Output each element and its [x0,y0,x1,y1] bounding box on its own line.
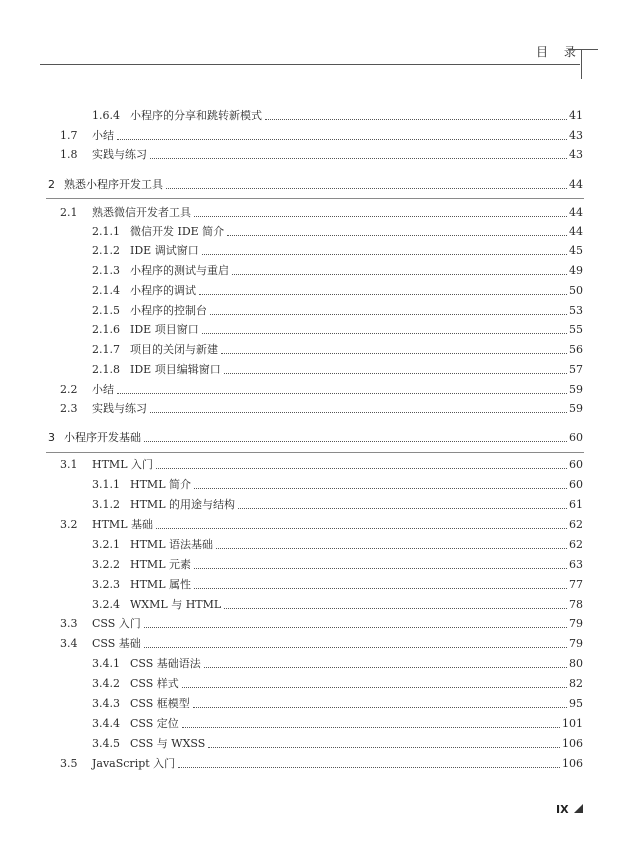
toc-entry-title: 小结 [92,129,114,142]
toc-entry-title: 小程序开发基础 [64,431,141,444]
toc-leader-dots [193,707,567,708]
page-corner-triangle-icon [574,804,583,813]
toc-entry[interactable] [0,175,633,195]
toc-entry-page: 43 [569,129,583,142]
toc-entry-title: CSS 框模型 [130,697,190,710]
toc-entry-title: CSS 基础语法 [130,657,201,670]
toc-entry[interactable] [0,734,633,754]
toc-entry-number: 1.7 [60,129,78,142]
toc-entry-number: 3.2.1 [92,538,120,551]
toc-entry-title: CSS 入门 [92,617,141,630]
toc-leader-dots [150,412,567,413]
toc-leader-dots [224,608,567,609]
toc-entry-title: 项目的关闭与新建 [130,343,218,356]
toc-leader-dots [194,216,567,217]
toc-entry[interactable] [0,495,633,515]
toc-entry[interactable] [0,281,633,301]
toc-entry-page: 82 [569,677,583,690]
chapter-divider [46,452,584,453]
toc-entry-title: CSS 基础 [92,637,141,650]
toc-entry[interactable] [0,575,633,595]
toc-entry[interactable] [0,222,633,242]
toc-entry-number: 3.1 [60,458,78,471]
toc-leader-dots [194,588,567,589]
toc-entry-title: 实践与练习 [92,148,147,161]
toc-entry-title: IDE 项目编辑窗口 [130,363,221,376]
toc-entry[interactable] [0,674,633,694]
toc-entry[interactable] [0,555,633,575]
toc-leader-dots [144,647,567,648]
toc-leader-dots [202,333,567,334]
toc-entry[interactable] [0,261,633,281]
toc-leader-dots [221,353,567,354]
toc-entry-page: 60 [569,478,583,491]
toc-leader-dots [210,314,567,315]
toc-leader-dots [166,188,567,189]
toc-entry-page: 62 [569,518,583,531]
toc-entry-title: IDE 调试窗口 [130,244,199,257]
toc-entry[interactable] [0,203,633,223]
toc-entry-title: HTML 简介 [130,478,191,491]
toc-entry-number: 3 [48,431,55,444]
toc-entry-title: HTML 基础 [92,518,153,531]
toc-entry-title: HTML 元素 [130,558,191,571]
toc-entry-number: 2.1.3 [92,264,120,277]
toc-entry[interactable] [0,399,633,419]
toc-entry-number: 2.1.8 [92,363,120,376]
toc-entry[interactable] [0,654,633,674]
toc-entry-page: 59 [569,402,583,415]
toc-entry-number: 3.4 [60,637,78,650]
toc-entry-page: 44 [569,225,583,238]
toc-entry[interactable] [0,320,633,340]
toc-entry-number: 3.4.1 [92,657,120,670]
toc-entry-page: 78 [569,598,583,611]
toc-leader-dots [182,687,567,688]
toc-entry-page: 95 [569,697,583,710]
toc-entry[interactable] [0,126,633,146]
toc-entry[interactable] [0,595,633,615]
toc-entry[interactable] [0,714,633,734]
toc-leader-dots [156,468,567,469]
toc-entry[interactable] [0,145,633,165]
toc-entry-title: HTML 的用途与结构 [130,498,235,511]
toc-entry-title: HTML 语法基础 [130,538,213,551]
toc-entry-number: 3.3 [60,617,78,630]
toc-leader-dots [204,667,567,668]
toc-leader-dots [144,627,567,628]
toc-leader-dots [232,274,567,275]
toc-entry-number: 2.1.5 [92,304,120,317]
toc-entry-page: 60 [569,431,583,444]
toc-leader-dots [227,235,567,236]
toc-leader-dots [208,747,560,748]
toc-entry-title: 小程序的调试 [130,284,196,297]
toc-entry-page: 61 [569,498,583,511]
toc-entry-title: 熟悉小程序开发工具 [64,178,163,191]
toc-entry-page: 53 [569,304,583,317]
toc-entry-page: 59 [569,383,583,396]
toc-entry-page: 106 [562,757,583,770]
toc-entry-number: 3.4.2 [92,677,120,690]
toc-entry[interactable] [0,634,633,654]
toc-entry[interactable] [0,380,633,400]
toc-entry-number: 3.2.4 [92,598,120,611]
toc-entry-page: 55 [569,323,583,336]
toc-entry-title: CSS 样式 [130,677,179,690]
toc-leader-dots [238,508,567,509]
toc-entry-title: 小程序的测试与重启 [130,264,229,277]
toc-entry[interactable] [0,360,633,380]
toc-entry-page: 43 [569,148,583,161]
toc-entry-title: 熟悉微信开发者工具 [92,206,191,219]
toc-entry-number: 3.4.3 [92,697,120,710]
toc-entry-title: 小程序的分享和跳转新模式 [130,109,262,122]
toc-entry[interactable] [0,535,633,555]
toc-leader-dots [182,727,560,728]
toc-entry[interactable] [0,340,633,360]
toc-entry-page: 106 [562,737,583,750]
toc-entry-title: HTML 入门 [92,458,153,471]
toc-entry-page: 44 [569,178,583,191]
toc-leader-dots [265,119,567,120]
toc-leader-dots [150,158,567,159]
toc-entry[interactable] [0,694,633,714]
toc-leader-dots [194,488,567,489]
toc-entry-number: 2.1.7 [92,343,120,356]
toc-entry-page: 77 [569,578,583,591]
toc-entry[interactable] [0,241,633,261]
toc-entry-number: 3.1.2 [92,498,120,511]
toc-leader-dots [117,139,567,140]
toc-entry-number: 2.1.2 [92,244,120,257]
toc-entry-number: 3.2.3 [92,578,120,591]
toc-entry-number: 2.1.1 [92,225,120,238]
toc-entry-page: 62 [569,538,583,551]
toc-entry-number: 3.2.2 [92,558,120,571]
toc-entry-page: 56 [569,343,583,356]
toc-entry-number: 3.5 [60,757,78,770]
toc-entry-number: 2 [48,178,55,191]
toc-entry-page: 79 [569,637,583,650]
toc-entry-page: 57 [569,363,583,376]
toc-entry-page: 44 [569,206,583,219]
toc-entry-page: 80 [569,657,583,670]
toc-entry-title: CSS 定位 [130,717,179,730]
toc-entry-number: 2.3 [60,402,78,415]
toc-entry-number: 1.6.4 [92,109,120,122]
toc-entry-number: 2.2 [60,383,78,396]
toc-entry-page: 101 [562,717,583,730]
toc-entry[interactable] [0,754,633,774]
toc-leader-dots [117,393,567,394]
toc-entry-page: 63 [569,558,583,571]
toc-entry-number: 2.1.6 [92,323,120,336]
toc-entry-page: 41 [569,109,583,122]
toc-leader-dots [144,441,567,442]
toc-entry[interactable] [0,428,633,448]
toc-leader-dots [194,568,567,569]
toc-leader-dots [178,767,560,768]
toc-entry-number: 3.4.5 [92,737,120,750]
toc-entry-number: 1.8 [60,148,78,161]
page-header-title: 目 录 [536,45,582,59]
toc-entry-number: 2.1 [60,206,78,219]
toc-entry-title: WXML 与 HTML [130,598,222,611]
toc-entry[interactable] [0,614,633,634]
toc-entry[interactable] [0,106,633,126]
toc-entry[interactable] [0,475,633,495]
toc-entry-page: 79 [569,617,583,630]
toc-entry-number: 3.2 [60,518,78,531]
toc-leader-dots [216,548,567,549]
toc-entry-title: 小程序的控制台 [130,304,207,317]
toc-entry-page: 60 [569,458,583,471]
toc-leader-dots [199,294,567,295]
toc-entry-page: 45 [569,244,583,257]
toc-entry-page: 49 [569,264,583,277]
toc-entry[interactable] [0,455,633,475]
toc-entry[interactable] [0,515,633,535]
toc-entry-number: 3.4.4 [92,717,120,730]
toc-entry-title: JavaScript 入门 [92,757,176,770]
page-number: IX [556,803,569,816]
toc-entry-title: HTML 属性 [130,578,191,591]
toc-leader-dots [224,373,567,374]
toc-entry-title: CSS 与 WXSS [130,737,206,750]
toc-entry-title: 小结 [92,383,114,396]
toc-entry[interactable] [0,301,633,321]
toc-leader-dots [156,528,567,529]
toc-entry-title: 微信开发 IDE 简介 [130,225,225,238]
toc-entry-number: 3.1.1 [92,478,120,491]
toc-entry-page: 50 [569,284,583,297]
toc-leader-dots [202,254,567,255]
toc-entry-title: IDE 项目窗口 [130,323,199,336]
toc-entry-number: 2.1.4 [92,284,120,297]
chapter-divider [46,198,584,199]
toc-entry-title: 实践与练习 [92,402,147,415]
